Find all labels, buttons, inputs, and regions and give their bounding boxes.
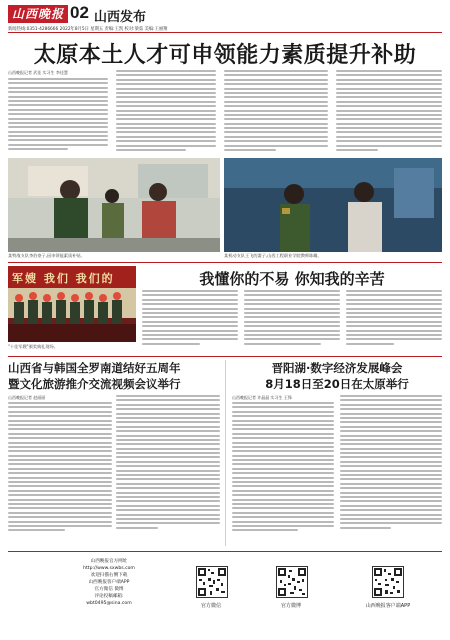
story2-photo-caption: "十佳军嫂"颁奖典礼现场。 (8, 344, 58, 349)
footer-email[interactable]: wbt0495@sina.com (86, 601, 132, 606)
story1-photo-left (8, 158, 220, 252)
weibo-qr-code[interactable] (276, 566, 308, 598)
story2-banner-text: 军嫂 我们 我们的 (12, 272, 115, 285)
story1-col-3 (224, 70, 328, 154)
wechat-qr-label: 官方微信 (200, 603, 221, 609)
photo-soldier-wife-teacher (224, 158, 442, 252)
story1-col-2 (116, 70, 216, 154)
story2-photo (8, 266, 136, 342)
wechat-qr-code[interactable] (196, 566, 228, 598)
story4-col-1 (232, 402, 334, 546)
footer-line4: 评论投稿邮箱: (94, 594, 124, 599)
footer-url[interactable]: http://www.sxwbs.com (83, 566, 135, 571)
story2-col-3 (346, 290, 442, 352)
story2-col-1 (142, 290, 238, 352)
app-qr-label: 山西晚报客户端APP (365, 603, 411, 609)
weibo-qr-label: 官方微博 (280, 603, 301, 609)
story2-col-2 (244, 290, 340, 352)
footer-line1: 欢迎扫描右侧下载 (90, 573, 128, 578)
masthead (8, 5, 444, 31)
footer-line3: 官方微信 微博 (94, 587, 124, 592)
story3-headline-line2: 暨文化旅游推介交流视频会议举行 (8, 377, 181, 391)
footer-line2: 山西晚报客户端APP (88, 580, 130, 585)
qr-icon (373, 567, 403, 597)
story3-byline: 山西晚报记者 赵丽丽 (8, 395, 46, 400)
footer-info (66, 558, 152, 607)
story4-headline-line2: 8月18日至20日在太原举行 (265, 377, 409, 391)
story1-byline: 山西晚报记者 武佳 实习生 李佳慧 (8, 70, 68, 75)
qr-icon (197, 567, 227, 597)
story3-col-1 (8, 402, 112, 546)
story4-headline-line1: 晋阳湖·数字经济发展峰会 (271, 361, 403, 375)
story3-headline-line1: 山西省与韩国全罗南道结好五周年 (8, 361, 181, 375)
photo-soldier-family (8, 158, 220, 252)
newspaper-logo: 山西晚报 (8, 5, 68, 23)
story4-col-2 (340, 395, 442, 546)
page-number: 02 (70, 3, 89, 22)
footer-title: 山西晚报官方网址 (90, 559, 128, 564)
story1-col-1 (8, 78, 108, 154)
app-qr-code[interactable] (372, 566, 404, 598)
section-title: 山西发布 (94, 10, 147, 25)
story1-headline: 太原本土人才可申领能力素质提升补助 (33, 43, 417, 68)
story1-photo-right-caption: 某机动支队王飞的妻子,山西工程职业学院教师陈璐。 (224, 253, 322, 258)
story1-col-4 (336, 70, 442, 154)
story4-byline: 山西晚报记者 许晶晶 实习生 王锋 (232, 395, 292, 400)
masthead-info: 新闻热线:0351-4286666 2022年8月5日 星期五 责编:王凯 校对:梁茹 美编:王丽翔 (8, 27, 168, 32)
story1-photo-right (224, 158, 442, 252)
story3-col-2 (116, 395, 220, 546)
story2-headline: 我懂你的不易 你知我的辛苦 (199, 270, 385, 288)
masthead-rule (8, 32, 442, 33)
qr-icon (277, 567, 307, 597)
story2-rule (8, 356, 442, 357)
story1-photo-left-caption: 某特战支队李伯豪子,因申领能素质补贴。 (8, 253, 85, 258)
column-divider (225, 360, 226, 546)
story1-rule (8, 262, 442, 263)
